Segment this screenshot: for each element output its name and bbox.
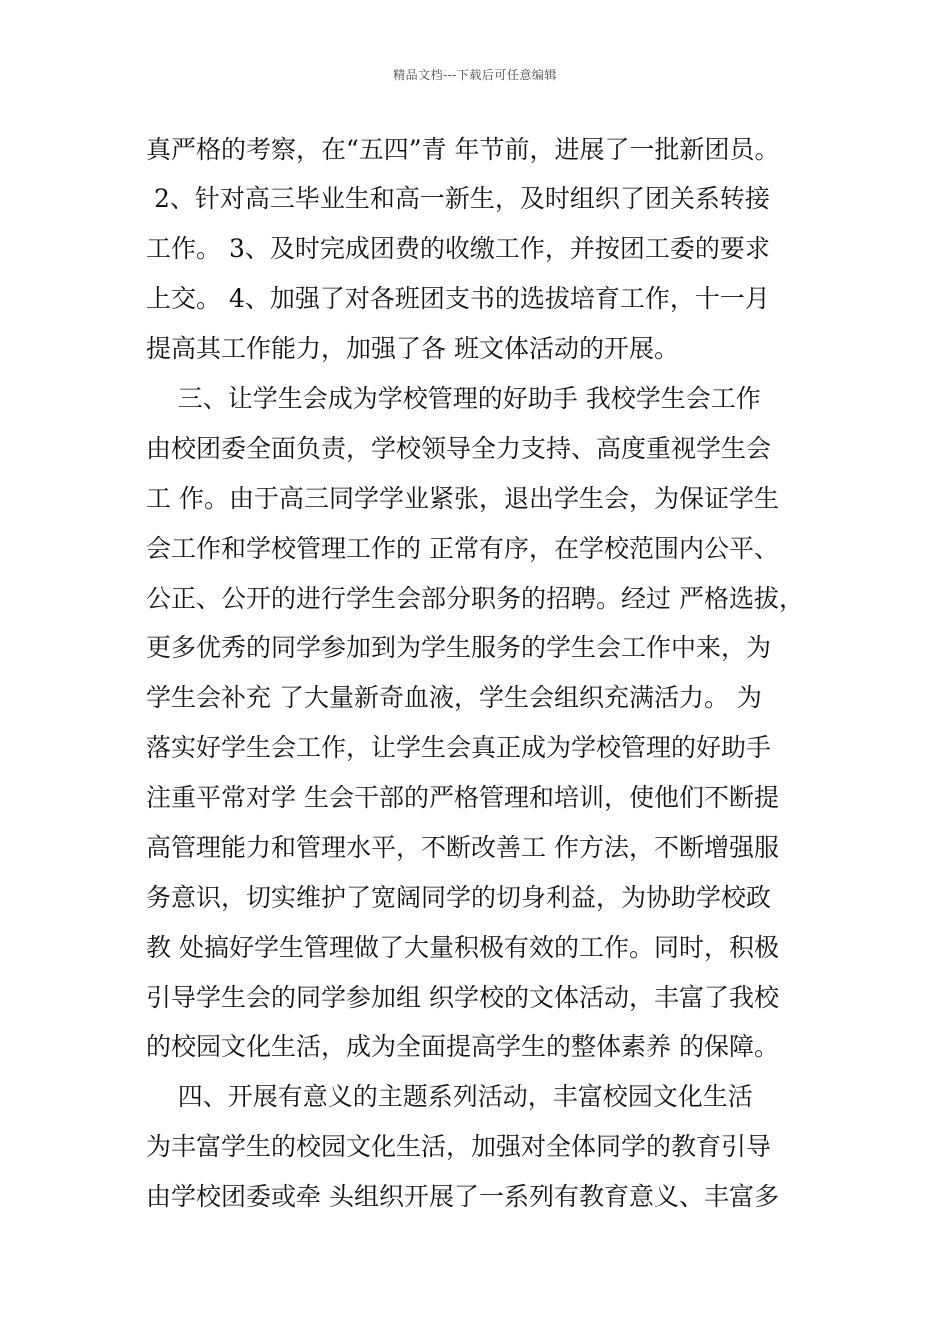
text-line: 学生会补充 了大量新奇血液，学生会组织充满活力。 为 — [146, 683, 762, 712]
text-line: 教 处搞好学生管理做了大量积极有效的工作。同时，积极 — [146, 933, 779, 962]
text-line: 为丰富学生的校园文化生活，加强对全体同学的教育引导 — [146, 1132, 772, 1161]
page-header: 精品文档---下载后可任意编辑 — [393, 68, 557, 82]
text-line: 四、开展有意义的主题系列活动，丰富校园文化生活 — [146, 1082, 753, 1111]
text-line: 更多优秀的同学参加到为学生服务的学生会工作中来，为 — [146, 633, 772, 662]
text-line: 务意识，切实维护了宽阔同学的切身利益，为协助学校政 — [146, 883, 772, 912]
text-line: 真严格的考察，在“五四”青 年节前，进展了一批新团员。 — [146, 135, 780, 164]
text-line: 高管理能力和管理水平，不断改善工 作方法，不断增强服 — [146, 833, 779, 862]
text-line: 三、让学生会成为学校管理的好助手 我校学生会工作 — [146, 384, 761, 413]
text-line: 由校团委全面负责，学校领导全力支持、高度重视学生会 — [146, 434, 772, 463]
text-line: 工作。 3、及时完成团费的收缴工作，并按团工委的要求 — [146, 234, 770, 263]
text-line: 引导学生会的同学参加组 织学校的文体活动，丰富了我校 — [146, 983, 779, 1012]
text-line: 上交。 4、加强了对各班团支书的选拔培育工作，十一月 — [146, 284, 770, 313]
text-line: 会工作和学校管理工作的 正常有序，在学校范围内公平、 — [146, 534, 779, 563]
text-line: 公正、公开的进行学生会部分职务的招聘。经过 严格选拔， — [146, 584, 804, 613]
text-line: 的校园文化生活，成为全面提高学生的整体素养 的保障。 — [146, 1032, 779, 1061]
text-line: 注重平常对学 生会干部的严格管理和培训，使他们不断提 — [146, 783, 779, 812]
text-line: 由学校团委或牵 头组织开展了一系列有教育意义、丰富多 — [146, 1182, 779, 1211]
text-line: 落实好学生会工作，让学生会真正成为学校管理的好助手 — [146, 733, 772, 762]
text-line: 提高其工作能力，加强了各 班文体活动的开展。 — [146, 334, 679, 363]
text-line: 2、针对高三毕业生和高一新生，及时组织了团关系转接 — [146, 184, 770, 213]
text-line: 工 作。由于高三同学学业紧张，退出学生会，为保证学生 — [146, 484, 779, 513]
